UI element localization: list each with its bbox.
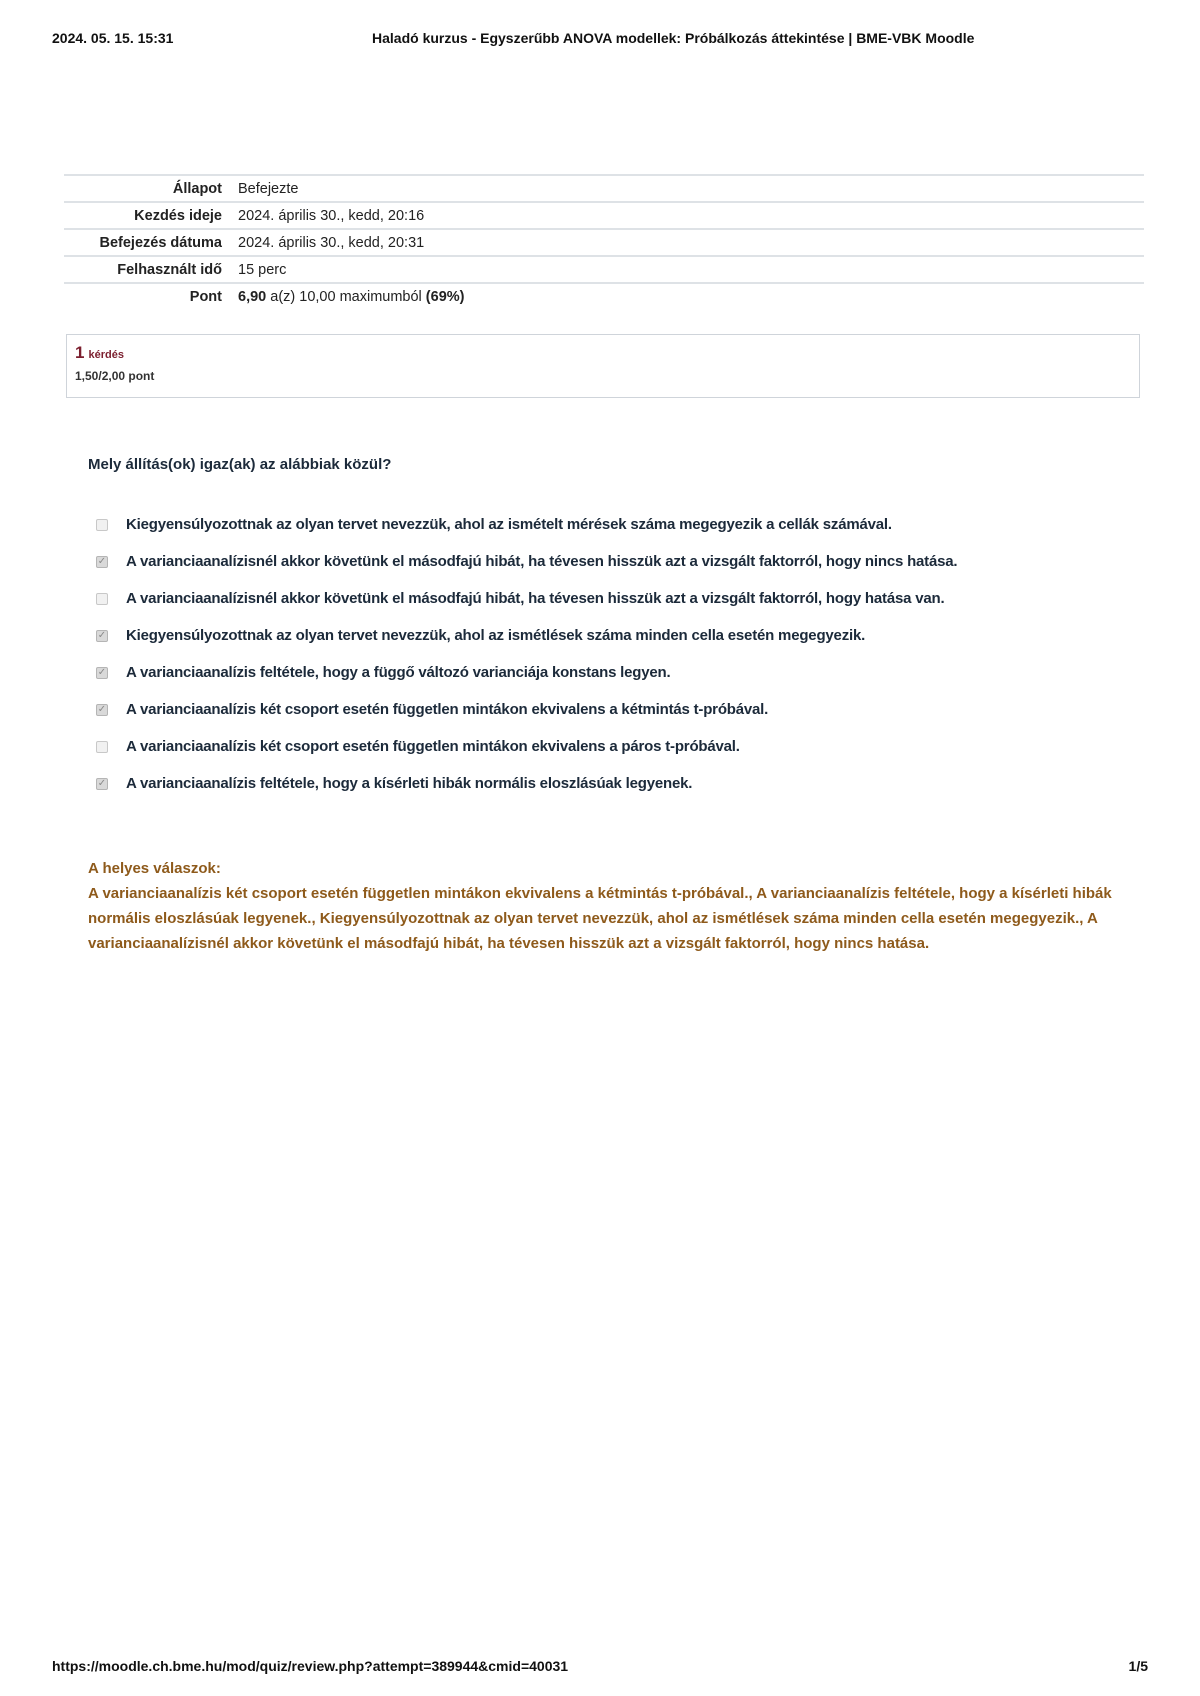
summary-row-time-taken	[64, 256, 1144, 283]
grade-points: 6,90	[238, 289, 267, 305]
print-page-number: 1/5	[1128, 1658, 1148, 1674]
answer-label: A varianciaanalízisnél akkor követünk el másodfajú hibát, ha tévesen hisszük azt a vizsgált faktorról, hogy hatása van.	[126, 590, 945, 607]
question-text: Mely állítás(ok) igaz(ak) az alábbiak közül?	[88, 456, 392, 473]
answer-option	[96, 728, 1146, 765]
summary-label: Pont	[189, 289, 222, 305]
answer-label: A varianciaanalízisnél akkor követünk el másodfajú hibát, ha tévesen hisszük azt a vizsgált faktorról, hogy nincs hatása.	[126, 553, 958, 570]
checkmark-icon: ✓	[97, 555, 107, 567]
summary-label: Felhasznált idő	[117, 261, 222, 278]
checkbox-checked[interactable]	[96, 556, 108, 568]
summary-value: 2024. április 30., kedd, 20:31	[238, 234, 425, 251]
print-datetime: 2024. 05. 15. 15:31	[52, 30, 174, 46]
checkmark-icon: ✓	[97, 703, 107, 715]
answer-label: A varianciaanalízis két csoport esetén független mintákon ekvivalens a kétmintás t-próbával.	[126, 701, 769, 718]
question-number-value: 1	[75, 343, 85, 362]
answer-option	[96, 654, 1146, 691]
question-grade: 1,50/2,00 pont	[75, 369, 155, 383]
right-answer-title: A helyes válaszok:	[88, 860, 221, 877]
answer-label: Kiegyensúlyozottnak az olyan tervet nevezzük, ahol az ismétlések száma minden cella esetén megegyezik.	[126, 627, 866, 644]
grade-rest: a(z) 10,00 maximumból	[266, 289, 426, 305]
print-header	[52, 30, 1148, 50]
answer-label: Kiegyensúlyozottnak az olyan tervet nevezzük, ahol az ismételt mérések száma megegyezik a cellák számával.	[126, 516, 892, 533]
summary-row-completed	[64, 229, 1144, 256]
checkbox-checked[interactable]	[96, 667, 108, 679]
checkbox-unchecked[interactable]	[96, 519, 108, 531]
summary-row-grade	[64, 283, 1144, 310]
summary-row-started	[64, 202, 1144, 229]
checkbox-checked[interactable]	[96, 630, 108, 642]
answer-label: A varianciaanalízis feltétele, hogy a függő változó varianciája konstans legyen.	[126, 664, 671, 681]
checkbox-checked[interactable]	[96, 704, 108, 716]
checkmark-icon: ✓	[97, 629, 107, 641]
right-answer-text: A varianciaanalízis két csoport esetén független mintákon ekvivalens a kétmintás t-próbával., A varianciaanalízis feltétele, hogy a kísérleti hibák normális eloszlásúak legyenek., Kiegyensúlyozottnak az olyan tervet nevezzük, ahol az ismétlések száma minden cella esetén megegyezik., A varianciaanalízisnél akkor követünk el másodfajú hibát, ha tévesen hisszük azt a vizsgált faktorról, hogy nincs hatása.	[88, 885, 1112, 952]
answer-list	[96, 506, 1146, 802]
answer-option	[96, 617, 1146, 654]
question-number	[75, 343, 1131, 363]
answer-label: A varianciaanalízis feltétele, hogy a kísérleti hibák normális eloszlásúak legyenek.	[126, 775, 693, 792]
checkbox-checked[interactable]	[96, 778, 108, 790]
answer-option	[96, 543, 1146, 580]
right-answer-feedback	[88, 856, 1128, 956]
checkmark-icon: ✓	[97, 777, 107, 789]
summary-value	[238, 283, 1144, 310]
question-info-box	[66, 334, 1140, 398]
summary-label: Állapot	[172, 180, 222, 197]
summary-label: Befejezés dátuma	[99, 234, 222, 251]
question-number-word: kérdés	[88, 349, 124, 361]
print-url: https://moodle.ch.bme.hu/mod/quiz/review.php?attempt=389944&cmid=40031	[52, 1658, 569, 1674]
summary-label: Kezdés ideje	[134, 207, 222, 224]
answer-option	[96, 580, 1146, 617]
grade-percent: (69%)	[425, 289, 465, 305]
print-page-title: Haladó kurzus - Egyszerűbb ANOVA modellek: Próbálkozás áttekintése | BME-VBK Moodle	[372, 30, 975, 46]
answer-option	[96, 765, 1146, 802]
checkbox-unchecked[interactable]	[96, 593, 108, 605]
checkmark-icon: ✓	[97, 666, 107, 678]
attempt-summary-table	[64, 174, 1144, 310]
answer-label: A varianciaanalízis két csoport esetén független mintákon ekvivalens a páros t-próbával.	[126, 738, 740, 755]
summary-row-state	[64, 175, 1144, 202]
summary-value: Befejezte	[238, 180, 299, 197]
answer-option	[96, 691, 1146, 728]
summary-value: 2024. április 30., kedd, 20:16	[238, 207, 425, 224]
answer-option	[96, 506, 1146, 543]
print-footer	[52, 1658, 1148, 1678]
checkbox-unchecked[interactable]	[96, 741, 108, 753]
summary-value: 15 perc	[238, 261, 287, 278]
